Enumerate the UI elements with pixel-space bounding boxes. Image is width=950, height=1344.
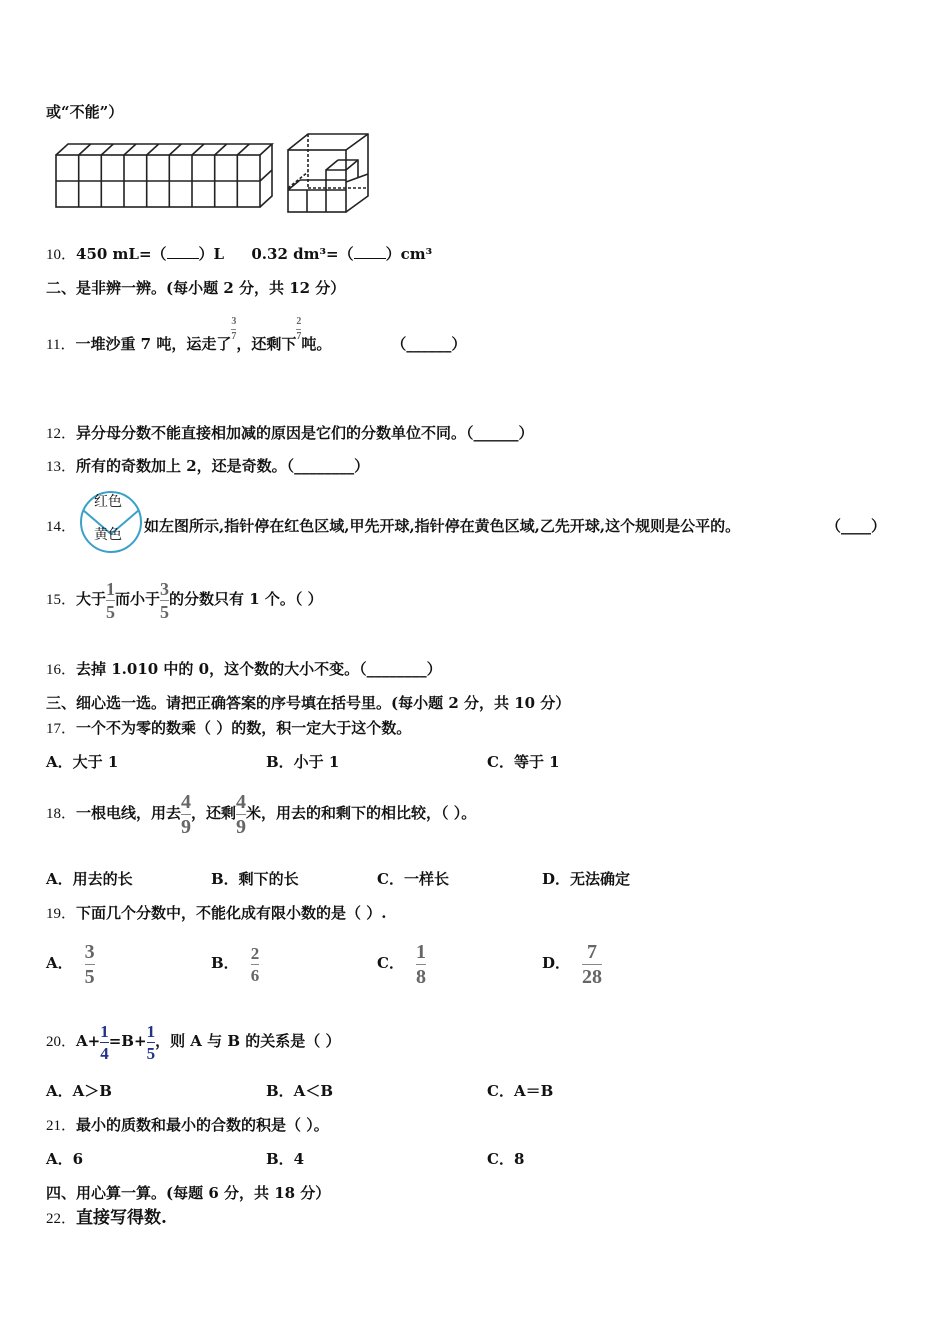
fraction: [582, 942, 602, 987]
q21-text: 最小的质数和最小的合数的积是（ ）。: [76, 1116, 329, 1134]
fraction: [181, 792, 191, 837]
numerator: 2: [296, 315, 302, 327]
q14-text: 如左图所示,指针停在红色区域,甲先开球,指针停在黄色区域,乙先开球,这个规则是公平的。: [144, 517, 741, 535]
fraction: [236, 792, 246, 837]
option-label: D．: [542, 954, 571, 972]
option-a[interactable]: A．用去的长: [46, 870, 133, 888]
numerator: 1: [100, 1021, 109, 1041]
numerator: 1: [146, 1021, 156, 1041]
numerator: 3: [84, 940, 95, 963]
numerator: 1: [106, 578, 116, 599]
denominator: 5: [146, 1043, 156, 1063]
option-a[interactable]: A．A＞B: [46, 1082, 112, 1100]
q13-text: 所有的奇数加上 2，还是奇数。（________）: [76, 457, 370, 475]
numerator: 4: [236, 790, 247, 813]
q15-text-a: 大于: [76, 590, 107, 608]
numerator: 3: [160, 578, 170, 599]
option-c[interactable]: C．8: [487, 1150, 525, 1168]
q10-part1: 450 mL=（: [76, 245, 167, 263]
question-number: 16．: [46, 662, 77, 678]
option-b[interactable]: [211, 938, 259, 988]
question-number: 12．: [46, 426, 77, 442]
question-number: 10．: [46, 247, 77, 263]
q15-text-b: 而小于: [115, 590, 161, 608]
option-a[interactable]: A．大于 1: [46, 753, 119, 771]
question-15: [46, 574, 323, 624]
question-20: [46, 1014, 341, 1068]
denominator: 7: [231, 330, 237, 342]
question-number: 14．: [46, 519, 77, 535]
fraction: [106, 580, 115, 621]
question-number: 15．: [46, 592, 77, 608]
question-number: 13．: [46, 459, 77, 475]
question-number: 17．: [46, 721, 77, 737]
question-19: [46, 903, 386, 924]
option-label: C．: [377, 954, 404, 972]
fraction: [416, 942, 426, 987]
option-label: A．: [46, 954, 73, 972]
option-c[interactable]: C．一样长: [377, 870, 449, 888]
fraction: [251, 945, 260, 984]
q20-text-c: ，则 A 与 B 的关系是（ ）: [155, 1032, 341, 1050]
fraction: [147, 1023, 156, 1062]
option-c[interactable]: C．A＝B: [487, 1082, 554, 1100]
option-b[interactable]: B．小于 1: [266, 753, 340, 771]
numerator: 7: [587, 940, 598, 963]
answer-blank[interactable]: [354, 246, 386, 259]
question-16: [46, 659, 442, 680]
option-label: B．: [211, 954, 239, 972]
denominator: 6: [250, 965, 260, 985]
denominator: 7: [296, 330, 302, 342]
numerator: 3: [231, 315, 237, 327]
denominator: 9: [181, 815, 192, 838]
q10-part2: ）L: [198, 245, 225, 263]
question-14: [46, 516, 76, 537]
denominator: 9: [236, 815, 247, 838]
fraction: [231, 317, 236, 342]
section-2-heading: 二、是非辨一辨。(每小题 2 分，共 12 分）: [46, 279, 346, 297]
question-number: 21．: [46, 1118, 77, 1134]
question-17: [46, 718, 411, 739]
q18-text-a: 一根电线，用去: [76, 804, 182, 822]
option-d[interactable]: [542, 938, 602, 988]
answer-blank[interactable]: [167, 246, 199, 259]
q16-text: 去掉 1.010 中的 0，这个数的大小不变。（________）: [76, 660, 442, 678]
numerator: 2: [250, 943, 260, 963]
question-number: 18．: [46, 806, 77, 822]
question-13: [46, 456, 369, 477]
question-22: [46, 1208, 167, 1229]
q11-text-b: ，还剩下: [236, 335, 297, 353]
q10-part3: 0.32 dm³=（: [251, 245, 354, 263]
answer-paren[interactable]: （____）: [826, 517, 887, 535]
section-3-heading: 三、细心选一选。请把正确答案的序号填在括号里。(每小题 2 分，共 10 分）: [46, 694, 571, 712]
question-9-tail: 或“不能”）: [46, 103, 124, 121]
q20-text-b: =B+: [108, 1032, 147, 1050]
answer-paren[interactable]: （______）: [391, 335, 467, 353]
denominator: 5: [106, 601, 116, 622]
cube-figures: [50, 130, 380, 216]
denominator: 5: [84, 965, 95, 988]
q20-text-a: A+: [76, 1032, 101, 1050]
q15-text-c: 的分数只有 1 个。（ ）: [169, 590, 323, 608]
question-11: [46, 314, 466, 374]
q17-text: 一个不为零的数乘（ ）的数，积一定大于这个数。: [76, 719, 412, 737]
option-b[interactable]: B．剩下的长: [211, 870, 299, 888]
numerator: 1: [415, 940, 426, 963]
fraction: [85, 942, 95, 987]
fraction: [296, 317, 301, 342]
denominator: 28: [582, 965, 603, 988]
q11-text-c: 吨。: [301, 335, 332, 353]
question-number: 22．: [46, 1211, 77, 1227]
option-c[interactable]: C．等于 1: [487, 753, 560, 771]
numerator: 4: [181, 790, 192, 813]
question-10: [46, 244, 432, 265]
open-box-figure: [288, 134, 368, 212]
spinner-label-yellow: 黄色: [94, 527, 122, 543]
denominator: 4: [100, 1043, 109, 1063]
q11-text-a: 一堆沙重 7 吨，运走了: [75, 335, 232, 353]
denominator: 8: [415, 965, 426, 988]
q22-text: 直接写得数.: [76, 1208, 167, 1228]
question-number: 19．: [46, 906, 77, 922]
q18-text-b: ，还剩: [191, 804, 237, 822]
option-a[interactable]: A．6: [46, 1150, 84, 1168]
spinner-figure: [78, 490, 144, 554]
q12-text: 异分母分数不能直接相加减的原因是它们的分数单位不同。（______）: [76, 424, 534, 442]
question-number: 20．: [46, 1034, 77, 1050]
q19-text: 下面几个分数中，不能化成有限小数的是（ ）.: [76, 904, 387, 922]
spinner-label-red: 红色: [94, 494, 122, 510]
option-b[interactable]: B．4: [266, 1150, 305, 1168]
section-4-heading: 四、用心算一算。(每题 6 分，共 18 分）: [46, 1184, 331, 1202]
cuboid-of-cubes: [56, 144, 272, 207]
option-c[interactable]: [377, 938, 426, 988]
q18-text-c: 米，用去的和剩下的相比较，（ ）。: [246, 804, 477, 822]
fraction: [160, 580, 169, 621]
denominator: 5: [160, 601, 170, 622]
q10-part4: ）cm³: [385, 245, 433, 263]
question-12: [46, 423, 534, 444]
fraction: [100, 1023, 109, 1062]
question-number: 11．: [46, 337, 76, 353]
question-21: [46, 1115, 329, 1136]
option-a[interactable]: [46, 938, 95, 988]
question-18: [46, 786, 476, 840]
option-d[interactable]: D．无法确定: [542, 870, 631, 888]
option-b[interactable]: B．A＜B: [266, 1082, 333, 1100]
